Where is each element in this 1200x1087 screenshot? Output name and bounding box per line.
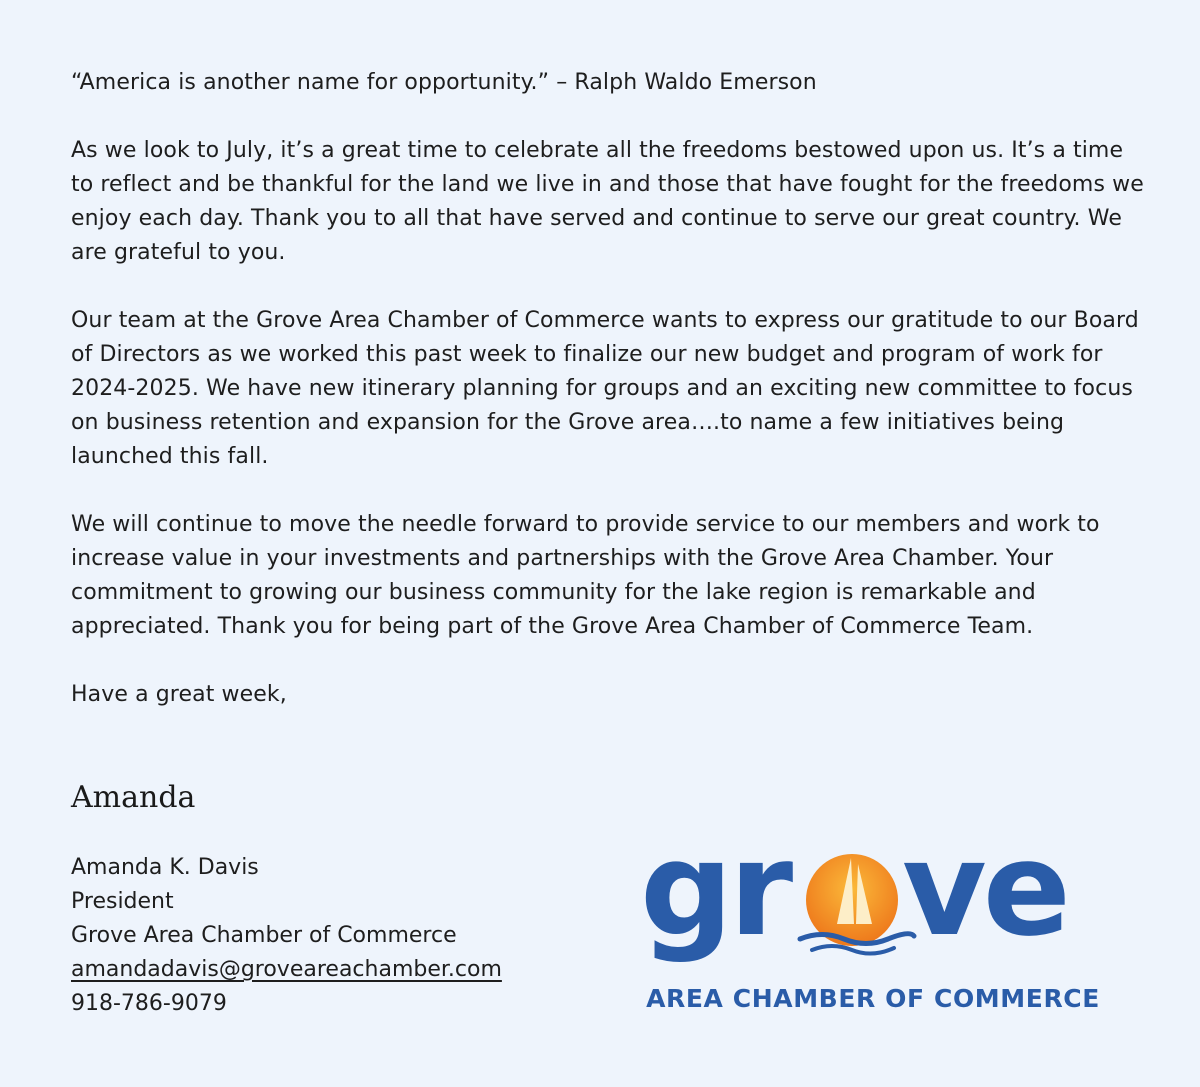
sender-block [71,851,502,1021]
letter-body [71,66,1151,712]
grove-chamber-logo [632,836,1112,1026]
grove-logo-graphic [632,836,1112,986]
opening-quote: “America is another name for opportunity.” – Ralph Waldo Emerson [71,70,817,95]
handwritten-signature: Amanda [71,780,196,815]
sender-organization: Grove Area Chamber of Commerce [71,923,457,948]
paragraph-1: As we look to July, it’s a great time to celebrate all the freedoms bestowed upon us. It’s a time to reflect and be thankful for the land we live in and those that have fought for the freedoms we enjoy each day. Thank you to all that have served and continue to serve our great country. We are grateful to you. [71,138,1144,265]
paragraph-2: Our team at the Grove Area Chamber of Commerce wants to express our gratitude to our Board of Directors as we worked this past week to finalize our new budget and program of work for 2024-2025. We have new itinerary planning for groups and an exciting new committee to focus on business retention and expansion for the Grove area….to name a few initiatives being launched this fall. [71,308,1139,469]
email-link[interactable]: amandadavis@groveareachamber.com [71,957,502,982]
sender-phone: 918-786-9079 [71,991,227,1016]
sender-title: President [71,889,174,914]
closing-line: Have a great week, [71,682,287,707]
svg-text:gr: gr [640,836,790,965]
svg-text:ve: ve [902,836,1067,965]
sender-name: Amanda K. Davis [71,855,259,880]
sun-sailboat-icon [800,854,914,954]
logo-subtitle: AREA CHAMBER OF COMMERCE [646,984,1100,1013]
paragraph-3: We will continue to move the needle forward to provide service to our members and work to increase value in your investments and partnerships with the Grove Area Chamber. Your commitment to growing our business community for the lake region is remarkable and appreciated. Thank you for being part of the Grove Area Chamber of Commerce Team. [71,512,1100,639]
